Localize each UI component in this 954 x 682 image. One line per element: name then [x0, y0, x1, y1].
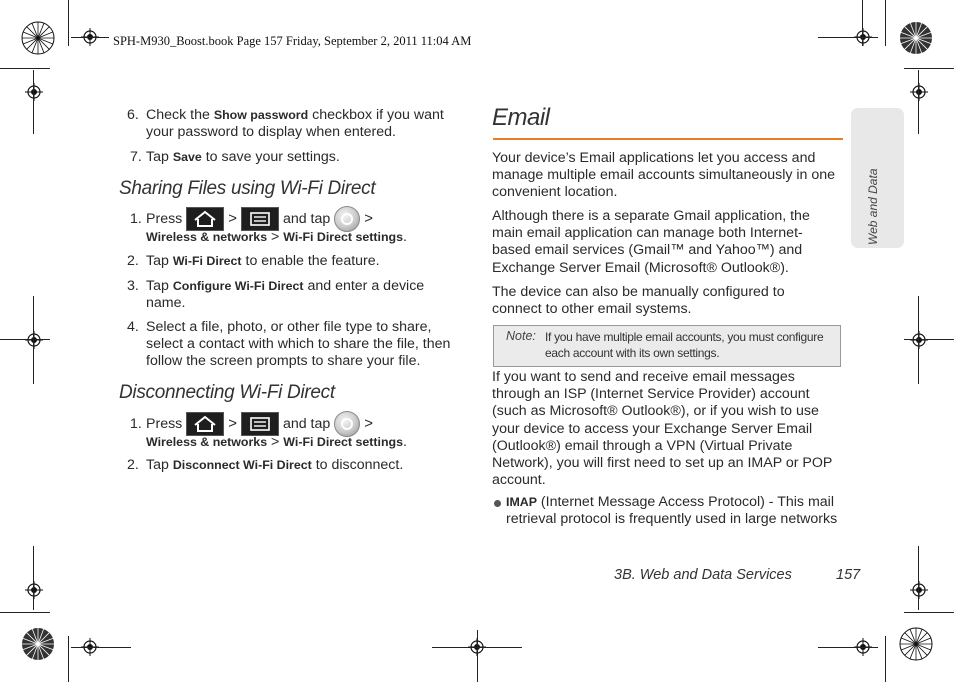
registration-mark-icon	[25, 331, 43, 349]
step-number: 1.	[130, 211, 142, 227]
step-text: Press > and tap >	[146, 206, 476, 232]
crop-mark	[904, 68, 954, 69]
crop-mark	[904, 339, 954, 340]
sunburst-mark-icon	[21, 627, 55, 661]
crop-mark	[862, 0, 863, 46]
page-number: 157	[836, 567, 861, 583]
section-heading: Sharing Files using Wi-Fi Direct	[119, 178, 376, 199]
step-number: 3.	[127, 278, 139, 294]
print-header: SPH-M930_Boost.book Page 157 Friday, September 2, 2011 11:04 AM	[113, 34, 472, 48]
registration-mark-icon	[25, 83, 43, 101]
note-box	[493, 325, 841, 367]
menu-key-icon	[241, 207, 279, 231]
step-text: Tap Disconnect Wi-Fi Direct to disconnect.	[146, 457, 404, 473]
step-number: 1.	[130, 416, 142, 432]
step-text: Select a file, photo, or other file type to share, select a contact with which to share the file, then follow the screen prompts to share your file.	[146, 319, 451, 370]
ui-term: Show password	[213, 108, 309, 122]
ui-term: Disconnect Wi-Fi Direct	[172, 458, 312, 472]
crop-mark	[33, 546, 34, 610]
step-number: 2.	[127, 253, 139, 269]
footer-section: 3B. Web and Data Services	[614, 567, 792, 583]
crop-mark	[918, 70, 919, 134]
crop-mark	[885, 636, 886, 682]
registration-mark-icon	[910, 331, 928, 349]
paragraph: If you want to send and receive email messages through an ISP (Internet Service Provider) account (such as Microsoft® Outlook®), or if you wish to use your device to access your Exchange Server Email (Outlook®) email through a VPN (Virtual Private Network), you will first need to set up an IMAP or POP account.	[492, 369, 833, 489]
step-text: Tap Configure Wi-Fi Direct and enter a device name.	[146, 278, 425, 312]
crop-mark	[818, 647, 878, 648]
note-label: Note:	[506, 329, 536, 343]
step-number: 4.	[127, 319, 139, 335]
crop-mark	[71, 37, 109, 38]
registration-mark-icon	[910, 581, 928, 599]
bullet-text: IMAP (Internet Message Access Protocol) - This mail retrieval protocol is frequently used in large networks	[506, 494, 838, 528]
sunburst-mark-icon	[21, 21, 55, 55]
ui-term: Wi-Fi Direct	[172, 254, 242, 268]
ui-term: IMAP	[506, 495, 537, 509]
step-text: Check the Show password checkbox if you want your password to display when entered.	[146, 107, 444, 141]
sunburst-mark-icon	[899, 627, 933, 661]
registration-mark-icon	[910, 83, 928, 101]
crop-mark	[477, 630, 478, 682]
crop-mark	[818, 37, 878, 38]
note-text: If you have multiple email accounts, you must configure each account with its own settings.	[545, 330, 824, 360]
crop-mark	[33, 70, 34, 134]
paragraph: Your device’s Email applications let you access and manage multiple email accounts simultaneously in one convenient location.	[492, 150, 836, 201]
crop-mark	[68, 0, 69, 46]
crop-mark	[71, 647, 131, 648]
crop-mark	[918, 546, 919, 610]
section-heading: Disconnecting Wi-Fi Direct	[119, 382, 335, 403]
crop-mark	[904, 612, 954, 613]
crop-mark	[885, 0, 886, 46]
paragraph: The device can also be manually configured to connect to other email systems.	[492, 284, 785, 318]
title-rule	[493, 138, 843, 140]
crop-mark	[33, 296, 34, 384]
bullet-icon	[494, 500, 501, 507]
page-title: Email	[492, 104, 550, 131]
registration-mark-icon	[25, 581, 43, 599]
settings-path: Wireless & networks > Wi-Fi Direct settings.	[146, 434, 407, 450]
crop-mark	[918, 296, 919, 384]
paragraph: Although there is a separate Gmail application, the main email application can manage both Internet-based email services (Gmail™ and Yahoo™) and Exchange Server Email (Microsoft® Outlook®).	[492, 208, 810, 276]
step-text: Tap Save to save your settings.	[146, 149, 340, 165]
step-number: 7.	[130, 149, 142, 165]
side-tab-label: Web and Data	[866, 168, 880, 245]
step-text: Press > and tap >	[146, 411, 476, 437]
home-key-icon	[186, 207, 224, 231]
menu-key-icon	[241, 412, 279, 436]
step-number: 2.	[127, 457, 139, 473]
ui-term: Save	[172, 150, 202, 164]
sunburst-mark-icon	[899, 21, 933, 55]
home-key-icon	[186, 412, 224, 436]
settings-path: Wireless & networks > Wi-Fi Direct settings.	[146, 229, 407, 245]
crop-mark	[0, 612, 50, 613]
step-text: Tap Wi-Fi Direct to enable the feature.	[146, 253, 380, 269]
ui-term: Configure Wi-Fi Direct	[172, 279, 304, 293]
crop-mark	[0, 339, 50, 340]
step-number: 6.	[127, 107, 139, 123]
crop-mark	[68, 636, 69, 682]
crop-mark	[0, 68, 50, 69]
